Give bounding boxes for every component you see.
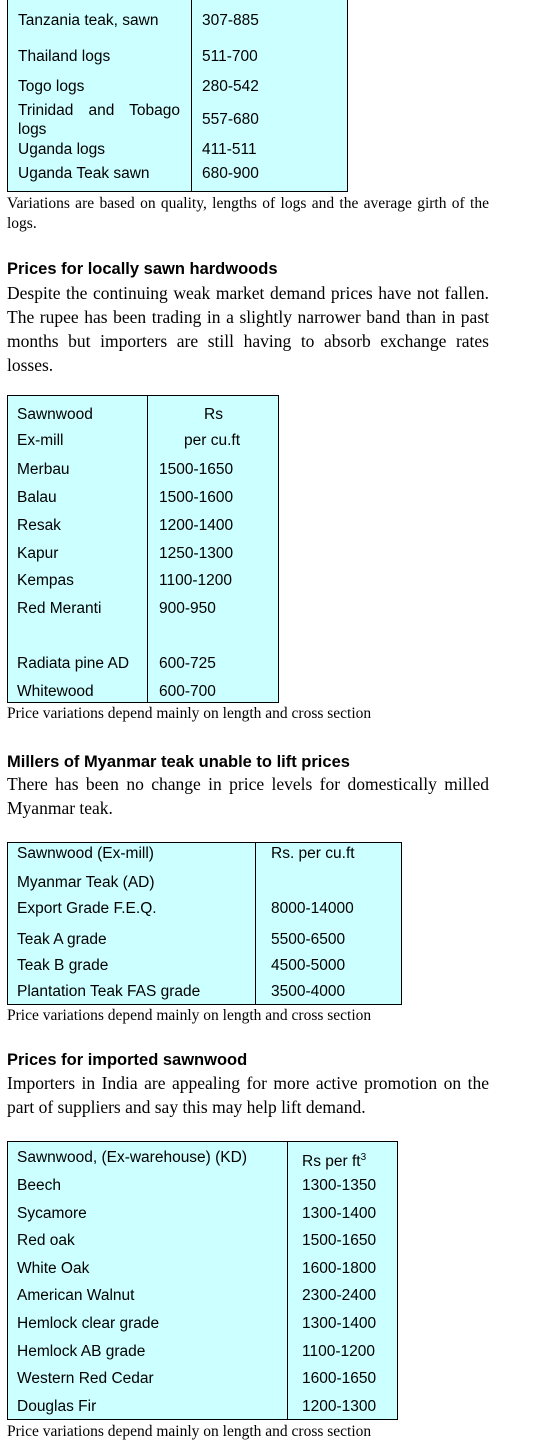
price-range: 4500-5000 [271,957,346,974]
price-range: 1250-1300 [159,545,234,562]
species-name: Resak [17,517,61,534]
column-header: Rs. per cu.ft [271,845,355,862]
price-range: 1500-1650 [302,1232,377,1249]
grade-name: Export Grade F.E.Q. [17,900,157,917]
price-range: 5500-6500 [271,931,346,948]
price-range: 1300-1400 [302,1315,377,1332]
price-range: 1100-1200 [159,572,232,589]
price-range: 307-885 [202,12,259,29]
price-range: 557-680 [202,111,259,128]
superscript-unit: 3 [360,1152,367,1163]
column-header-continued: per cu.ft [184,432,240,449]
species-name: Trinidad and Tobago [18,102,180,119]
price-range: 1200-1400 [159,517,234,534]
log-price-table [7,0,348,192]
section-paragraph: Despite the continuing weak market demand prices have not fallen. The rupee has been trading in a slightly narrower band than in past months but importers are still having to absorb exchange rates losses. [7,283,489,375]
column-header: Sawnwood [17,406,93,423]
price-range: 1300-1350 [302,1177,377,1194]
table-note: Price variations depend mainly on length and cross section [7,1423,372,1440]
species-name: Balau [17,489,57,506]
column-header [302,1149,366,1171]
column-divider [191,0,192,191]
species-name: Kempas [17,572,74,589]
price-range: 1200-1300 [302,1398,377,1415]
species-name: Douglas Fir [17,1398,97,1415]
grade-name: Teak A grade [17,931,107,948]
section-heading: Prices for locally sawn hardwoods [7,260,278,278]
price-range: 1100-1200 [302,1343,375,1360]
price-range: 1500-1650 [159,461,234,478]
species-name: Radiata pine AD [17,655,130,672]
price-range: 8000-14000 [271,900,354,917]
column-header: Rs [204,406,223,423]
species-name: Sycamore [17,1205,87,1222]
column-header-continued: Ex-mill [17,432,64,449]
section-paragraph: There has been no change in price levels for domestically milled Myanmar teak. [7,774,489,818]
column-divider [255,843,256,1004]
table-note: Price variations depend mainly on length and cross section [7,1007,372,1024]
species-name-continued: logs [18,121,47,138]
price-range: 1600-1800 [302,1260,377,1277]
column-divider [287,1142,288,1419]
section-heading: Prices for imported sawnwood [7,1051,248,1069]
teak-price-table [7,842,402,1005]
table-note: Variations are based on quality, lengths of logs and the average girth of the logs. [7,195,489,232]
species-name: American Walnut [17,1287,135,1304]
species-name: Kapur [17,545,59,562]
imported-price-table [7,1141,398,1420]
species-name: Hemlock clear grade [17,1315,160,1332]
species-name: Merbau [17,461,70,478]
section-paragraph: Importers in India are appealing for more active promotion on the part of suppliers and say this may help lift demand. [7,1073,489,1117]
species-name: Togo logs [18,78,85,95]
column-divider [147,396,148,702]
species-name: White Oak [17,1260,90,1277]
species-name: Tanzania teak, sawn [18,12,159,29]
price-range: 2300-2400 [302,1287,377,1304]
price-range: 680-900 [202,165,259,182]
price-range: 280-542 [202,78,259,95]
column-header-text: Rs per ft [302,1153,361,1171]
species-name: Red oak [17,1232,75,1249]
species-name: Thailand logs [18,48,111,65]
table-note: Price variations depend mainly on length and cross section [7,705,372,722]
species-name: Whitewood [17,683,94,700]
grade-name: Teak B grade [17,957,109,974]
hardwood-price-table [7,395,279,703]
price-range: 3500-4000 [271,983,346,1000]
species-name: Western Red Cedar [17,1370,154,1387]
species-name: Red Meranti [17,600,102,617]
table-subheader: Myanmar Teak (AD) [17,874,155,891]
price-range: 1500-1600 [159,489,234,506]
species-name: Beech [17,1177,61,1194]
price-range: 600-700 [159,683,216,700]
price-range: 1300-1400 [302,1205,377,1222]
section-heading: Millers of Myanmar teak unable to lift prices [7,753,350,771]
price-range: 1600-1650 [302,1370,377,1387]
species-name: Uganda Teak sawn [18,165,150,182]
species-name: Hemlock AB grade [17,1343,146,1360]
column-header: Sawnwood (Ex-mill) [17,845,154,862]
price-range: 411-511 [202,141,257,158]
price-range: 600-725 [159,655,216,672]
species-name: Uganda logs [18,141,106,158]
price-range: 900-950 [159,600,216,617]
grade-name: Plantation Teak FAS grade [17,983,201,1000]
column-header: Sawnwood, (Ex-warehouse) (KD) [17,1149,248,1166]
price-range: 511-700 [202,48,258,65]
